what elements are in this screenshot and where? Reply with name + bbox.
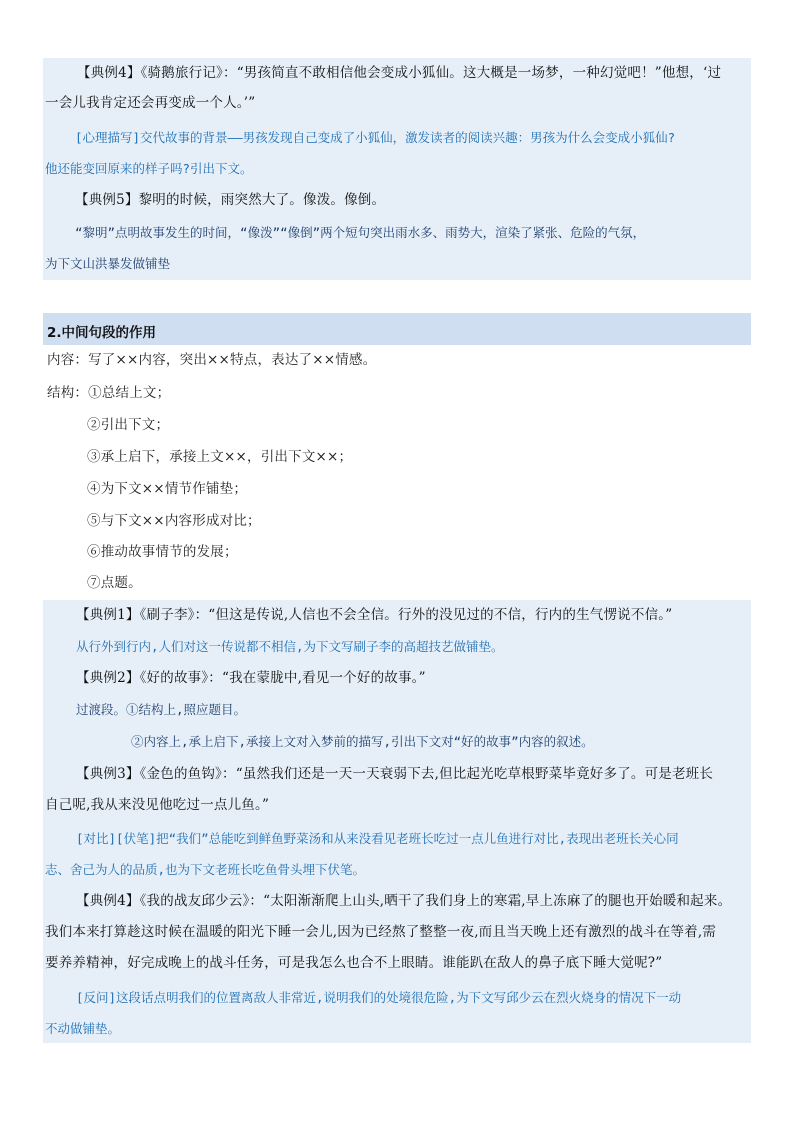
- structure-item-1: 结构：①总结上文；: [47, 385, 171, 401]
- structure-item-7: ⑦点题。: [87, 575, 142, 591]
- example-2-note-2: ②内容上,承上启下,承接上文对入梦前的描写,引出下文对“好的故事”内容的叙述。: [131, 734, 594, 749]
- section-heading-bar: [43, 313, 751, 345]
- example-3-note-1: [对比][伏笔]把“我们”总能吃到鲜鱼野菜汤和从来没看见老班长吃过一点儿鱼进行对比,表现出老班长关心同: [76, 831, 679, 846]
- example-4b-line-1: 【典例4】《我的战友邱少云》：“太阳渐渐爬上山头,晒干了我们身上的寒霜,早上冻麻了的腿也开始暖和起来。: [76, 893, 732, 909]
- example-3-line-2: 自己呢,我从来没见他吃过一点儿鱼。”: [45, 797, 270, 813]
- example-4b-note-1: [反问]这段话点明我们的位置离敌人非常近,说明我们的处境很危险,为下文写邱少云在烈火烧身的情况下一动: [76, 990, 682, 1005]
- structure-item-4: ④为下文××情节作铺垫；: [87, 481, 248, 497]
- example-4-line-1: 【典例4】《骑鹅旅行记》：“男孩简直不敢相信他会变成小狐仙。这大概是一场梦，一种幻觉吧！”他想，‘过: [77, 65, 722, 81]
- example-panel-top: [43, 58, 751, 280]
- structure-item-3: ③承上启下，承接上文××，引出下文××；: [87, 449, 353, 465]
- example-3-line-1: 【典例3】《金色的鱼钩》：“虽然我们还是一天一天衰弱下去,但比起光吃草根野菜毕竟好多了。可是老班长: [76, 766, 714, 782]
- structure-item-2: ②引出下文；: [87, 417, 170, 433]
- example-1: 【典例1】《刷子李》：“但这是传说,人信也不会全信。行外的没见过的不信，行内的生气愣说不信。”: [76, 607, 673, 623]
- example-4-line-2: 一会儿我肯定还会再变成一个人。’”: [45, 95, 256, 111]
- structure-item-6: ⑥推动故事情节的发展；: [87, 544, 238, 560]
- section-heading: 2.中间句段的作用: [47, 325, 157, 341]
- example-panel-bottom: [43, 600, 751, 1043]
- example-2: 【典例2】《好的故事》：“我在蒙胧中,看见一个好的故事。”: [76, 670, 426, 686]
- note-dawn-line-2: 为下文山洪暴发做铺垫: [45, 256, 171, 271]
- note-psych-line-2: 他还能变回原来的样子吗?引出下文。: [45, 161, 253, 176]
- example-4b-note-2: 不动做铺垫。: [45, 1021, 121, 1036]
- example-5: 【典例5】黎明的时候，雨突然大了。像泼。像倒。: [75, 192, 386, 208]
- note-psych-line-1: [心理描写]交代故事的背景——男孩发现自己变成了小狐仙，激发读者的阅读兴趣：男孩为什么会变成小狐仙?: [75, 130, 676, 145]
- example-4b-line-3: 要养养精神，好完成晚上的战斗任务，可是我怎么也合不上眼睛。谁能趴在敌人的鼻子底下睡大觉呢?”: [45, 955, 663, 971]
- content-line: 内容：写了××内容，突出××特点，表达了××情感。: [47, 352, 377, 368]
- note-dawn-line-1: “黎明”点明故事发生的时间，“像泼”“像倒”两个短句突出雨水多、雨势大，渲染了紧张、危险的气氛，: [75, 225, 646, 240]
- example-1-note: 从行外到行内,人们对这一传说都不相信,为下文写刷子李的高超技艺做铺垫。: [76, 639, 504, 654]
- example-2-note-1: 过渡段。①结构上,照应题目。: [76, 702, 247, 717]
- structure-item-5: ⑤与下文××内容形成对比；: [87, 513, 261, 529]
- example-4b-line-2: 我们本来打算趁这时候在温暖的阳光下睡一会儿,因为已经熬了整整一夜,而且当天晚上还有激烈的战斗在等着,需: [45, 924, 717, 940]
- example-3-note-2: 志、舍己为人的品质,也为下文老班长吃鱼骨头埋下伏笔。: [45, 862, 366, 877]
